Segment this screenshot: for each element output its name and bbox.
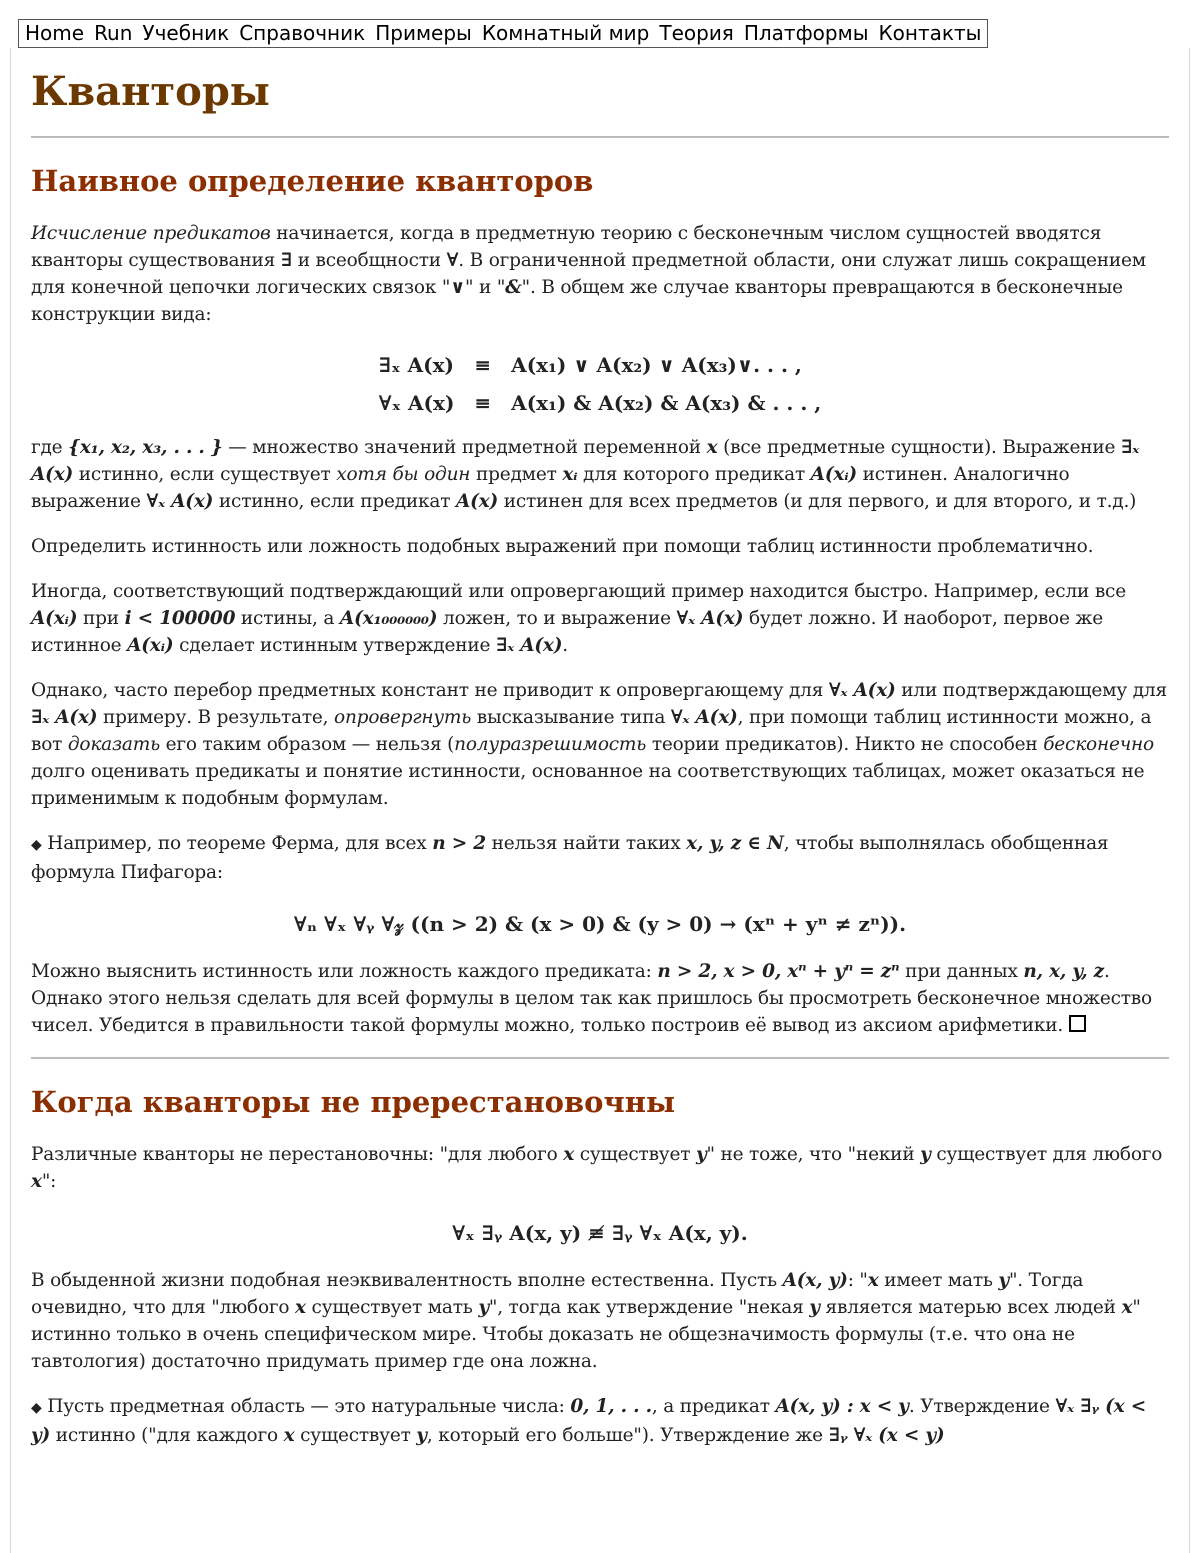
text: существует xyxy=(574,1144,696,1165)
text: . xyxy=(562,635,568,656)
nav-examples-link[interactable]: Примеры xyxy=(375,21,472,45)
text: , а предикат xyxy=(651,1396,776,1417)
formula-nonequivalence: ∀ₓ ∃ᵧ A(x, y) ≢ ∃ᵧ ∀ₓ A(x, y). xyxy=(452,1221,748,1245)
text: ". В общем же случае кванторы превращаются в бесконечные конструкции вида: xyxy=(31,277,1123,325)
math: x xyxy=(283,1425,295,1446)
text: примеру. В результате, xyxy=(97,707,335,728)
math: ∀ₓ A(x) xyxy=(828,680,896,701)
text: , при помощи таблиц истинности можно, а вот xyxy=(31,707,1152,755)
text: истинен. Аналогично выражение xyxy=(31,464,1070,512)
math: x, y, z ∈ N xyxy=(686,833,784,854)
or-symbol: ∨ xyxy=(450,277,466,298)
text: Можно выяснить истинность или ложность каждого предиката: xyxy=(31,961,658,982)
math: x xyxy=(31,1171,42,1192)
em-text: бесконечно xyxy=(1043,734,1154,755)
text: истинно ("для каждого xyxy=(50,1425,284,1446)
text: будет ложно. И наоборот, первое же истинное xyxy=(31,608,1103,656)
exists-symbol: ∃ xyxy=(280,250,293,271)
text: : " xyxy=(847,1270,868,1291)
top-navigation xyxy=(18,19,988,48)
paragraph-definitions xyxy=(31,434,1169,515)
text: начинается, когда в предметную теорию с бесконечным числом сущностей вводятся кванторы существования xyxy=(31,223,1102,271)
text: . Однако этого нельзя сделать для всей формулы в целом так как пришлось бы просмотреть бесконечное множество чисел. Убедится в правильности такой формулы можно, только построив её вывод из аксиом арифметики. xyxy=(31,961,1152,1036)
math: x xyxy=(706,437,718,458)
paragraph-fermat-conclusion xyxy=(31,958,1169,1039)
paragraph-noncommuting xyxy=(31,1141,1169,1195)
math: y xyxy=(998,1270,1009,1291)
math: ∃ᵧ ∀ₓ (x < y) xyxy=(828,1425,945,1446)
and-symbol: & xyxy=(505,277,522,298)
text: истинно, если существует xyxy=(73,464,337,485)
text: существует xyxy=(294,1425,417,1446)
formula-lhs: ∃ₓ A(x) xyxy=(378,353,454,377)
math: xᵢ xyxy=(562,464,578,485)
math: A(xᵢ) xyxy=(810,464,857,485)
math: A(x, y) : x < y xyxy=(775,1396,909,1417)
math: y xyxy=(695,1144,707,1165)
math: y xyxy=(478,1297,489,1318)
math: x xyxy=(867,1270,879,1291)
text: Пусть предметная область — это натуральные числа: xyxy=(41,1396,571,1417)
paragraph-naturals-example xyxy=(31,1393,1169,1449)
text: В обыденной жизни подобная неэквивалентность вполне естественна. Пусть xyxy=(31,1270,783,1291)
math: ∃ₓ A(x) xyxy=(495,635,563,656)
text: ложен, то и выражение xyxy=(437,608,677,629)
math: A(xᵢ) xyxy=(31,608,78,629)
text: Иногда, соответствующий подтверждающий или опровергающий пример находится быстро. Например, если все xyxy=(31,581,1126,602)
paragraph-intro xyxy=(31,220,1169,328)
text: и всеобщности xyxy=(292,250,447,271)
math: n, x, y, z xyxy=(1023,961,1104,982)
nav-platforms-link[interactable]: Платформы xyxy=(743,21,869,45)
text: истинно, если предикат xyxy=(213,491,456,512)
math: x xyxy=(1121,1297,1133,1318)
em-text: доказать xyxy=(67,734,160,755)
em-text: полуразрешимость xyxy=(454,734,647,755)
nav-tutorial-link[interactable]: Учебник xyxy=(142,21,230,45)
formula-rhs: A(x₁) & A(x₂) & A(x₃) & . . . , xyxy=(511,391,822,415)
text: (все предметные сущности). Выражение xyxy=(717,437,1121,458)
text: сделает истинным утверждение xyxy=(173,635,496,656)
text: истинен для всех предметов (и для первого, и для второго, и т.д.) xyxy=(498,491,1137,512)
section-divider xyxy=(31,1057,1169,1059)
nav-bar xyxy=(18,19,988,48)
text: , который его больше"). Утверждение же xyxy=(426,1425,829,1446)
math: n > 2 xyxy=(432,833,486,854)
qed-square-icon xyxy=(1069,1015,1086,1032)
formula-lhs: ∀ₓ A(x) xyxy=(378,391,455,415)
math: {x₁, x₂, x₃, . . . } xyxy=(68,437,223,458)
text: . В ограниченной предметной области, они служат лишь сокращением для конечной цепочки логических связок " xyxy=(31,250,1146,298)
math: ∀ₓ ∃ᵧ (x < y) xyxy=(31,1396,1147,1446)
text: теории предикатов). Никто не способен xyxy=(646,734,1044,755)
math: i < 100000 xyxy=(124,608,236,629)
text: существует мать xyxy=(305,1297,479,1318)
paragraph-examples xyxy=(31,578,1169,659)
text: при данных xyxy=(899,961,1024,982)
formula-rhs: A(x₁) ∨ A(x₂) ∨ A(x₃)∨. . . , xyxy=(511,353,802,377)
text: " и " xyxy=(465,277,506,298)
text: предмет xyxy=(470,464,563,485)
math: ∀ₓ A(x) xyxy=(146,491,214,512)
text: ". Тогда очевидно, что для "любого xyxy=(31,1270,1084,1318)
formula-fermat: ∀ₙ ∀ₓ ∀ᵧ ∀𝓏 ((n > 2) & (x > 0) & (y > 0) → (xⁿ + yⁿ ≠ zⁿ)). xyxy=(293,912,907,936)
math: A(xᵢ) xyxy=(127,635,174,656)
em-term: Исчисление предикатов xyxy=(31,223,271,244)
formula-equiv: ≡ xyxy=(474,391,492,415)
page-title: Кванторы xyxy=(31,68,270,115)
text: для которого предикат xyxy=(577,464,811,485)
nav-contacts-link[interactable]: Контакты xyxy=(878,21,982,45)
em-text: опровергнуть xyxy=(334,707,472,728)
text: Например, по теореме Ферма, для всех xyxy=(41,833,433,854)
math: ∃ₓ A(x) xyxy=(31,437,1140,485)
text: при xyxy=(77,608,125,629)
nav-room-world-link[interactable]: Комнатный мир xyxy=(481,21,650,45)
text: ": xyxy=(41,1171,57,1192)
formula-quantifier-expansion xyxy=(369,346,832,422)
diamond-bullet-icon: ◆ xyxy=(31,1400,42,1416)
text: истины, а xyxy=(235,608,340,629)
text: — множество значений предметной переменной xyxy=(222,437,707,458)
text: имеет мать xyxy=(878,1270,999,1291)
text: высказывание типа xyxy=(471,707,671,728)
math: ∀ₓ A(x) xyxy=(676,608,744,629)
math: y xyxy=(920,1144,931,1165)
math: n > 2, x > 0, xⁿ + yⁿ = zⁿ xyxy=(657,961,900,982)
math: x xyxy=(563,1144,575,1165)
math: A(x₁₀₀₀₀₀₀) xyxy=(339,608,438,629)
em-text: хотя бы один xyxy=(336,464,471,485)
paragraph-semidecidability xyxy=(31,677,1169,812)
text: ", тогда как утверждение "некая xyxy=(488,1297,810,1318)
nav-reference-link[interactable]: Справочник xyxy=(239,21,366,45)
text: долго оценивать предикаты и понятие истинности, основанное на соответствующих таблицах, может оказаться не применимым к подобным формулам. xyxy=(31,761,1145,809)
nav-run-link[interactable]: Run xyxy=(94,21,133,45)
text: нельзя найти таких xyxy=(485,833,687,854)
text: является матерью всех людей xyxy=(819,1297,1122,1318)
nav-home-link[interactable]: Home xyxy=(25,21,85,45)
math: A(x) xyxy=(455,491,499,512)
formula-equiv: ≡ xyxy=(474,353,492,377)
text: . Утверждение xyxy=(908,1396,1056,1417)
text: существует для любого xyxy=(930,1144,1163,1165)
section-heading-naive: Наивное определение кванторов xyxy=(31,164,594,198)
math: y xyxy=(809,1297,820,1318)
article xyxy=(10,48,1190,1553)
text: Однако, часто перебор предметных констант не приводит к опровергающему для xyxy=(31,680,829,701)
forall-symbol: ∀ xyxy=(446,250,459,271)
text: его таким образом — нельзя ( xyxy=(159,734,455,755)
text: Различные кванторы не перестановочны: "для любого xyxy=(31,1144,564,1165)
diamond-bullet-icon: ◆ xyxy=(31,837,42,853)
paragraph-everyday xyxy=(31,1267,1169,1375)
text: где xyxy=(31,437,69,458)
nav-theory-link[interactable]: Теория xyxy=(659,21,734,45)
section-heading-noncommuting: Когда кванторы не пререстановочны xyxy=(31,1085,676,1119)
paragraph-fermat xyxy=(31,830,1169,886)
math: ∃ₓ A(x) xyxy=(31,707,98,728)
text: , чтобы выполнялась обобщенная формула Пифагора: xyxy=(31,833,1109,883)
text: " не тоже, что "некий xyxy=(706,1144,921,1165)
text: " истинно только в очень специфическом мире. Чтобы доказать не общезначимость формулы (т.е. что она не тавтология) достаточно придумать пример где она ложна. xyxy=(31,1297,1141,1372)
math: y xyxy=(416,1425,427,1446)
paragraph-truth-tables: Определить истинность или ложность подобных выражений при помощи таблиц истинности проблематично. xyxy=(31,536,1094,557)
math: A(x, y) xyxy=(782,1270,848,1291)
math: ∀ₓ A(x) xyxy=(670,707,738,728)
title-divider xyxy=(31,136,1169,138)
math: x xyxy=(295,1297,306,1318)
math: 0, 1, . . . xyxy=(570,1396,652,1417)
text: или подтверждающему для xyxy=(895,680,1167,701)
